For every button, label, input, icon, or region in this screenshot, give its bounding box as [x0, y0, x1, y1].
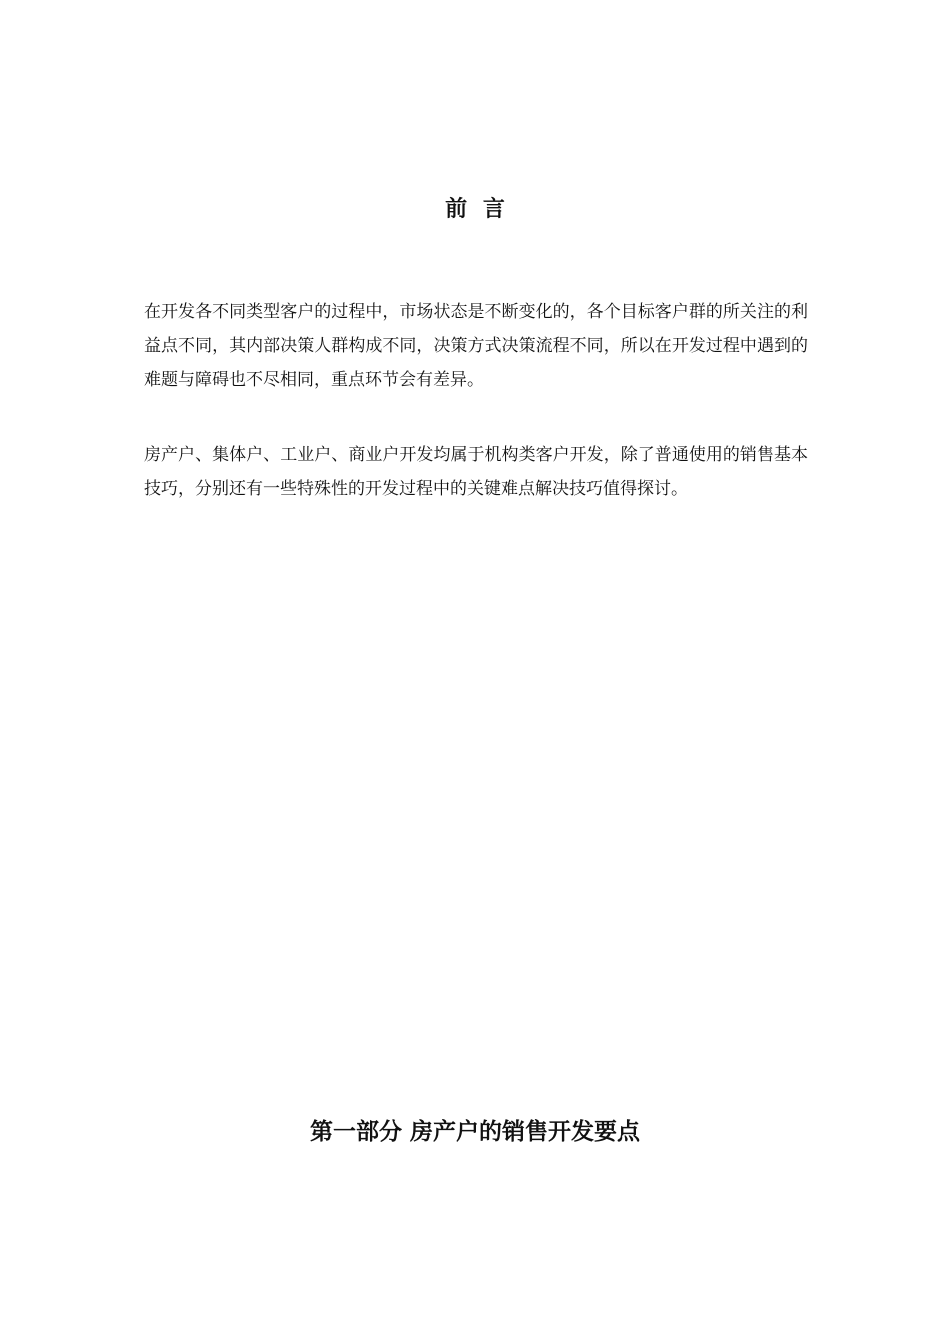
- preface-paragraph-2: 房产户、集体户、工业户、商业户开发均属于机构类客户开发，除了普通使用的销售基本技巧，分别还有一些特殊性的开发过程中的关键难点解决技巧值得探讨。: [144, 445, 808, 499]
- preface-paragraph-1: 在开发各不同类型客户的过程中，市场状态是不断变化的，各个目标客户群的所关注的利益点不同，其内部决策人群构成不同，决策方式决策流程不同，所以在开发过程中遇到的难题与障碍也不尽相同，重点环节会有差异。: [144, 302, 808, 390]
- section-title: 第一部分 房产户的销售开发要点: [309, 1118, 640, 1145]
- preface-title: 前 言: [445, 196, 505, 222]
